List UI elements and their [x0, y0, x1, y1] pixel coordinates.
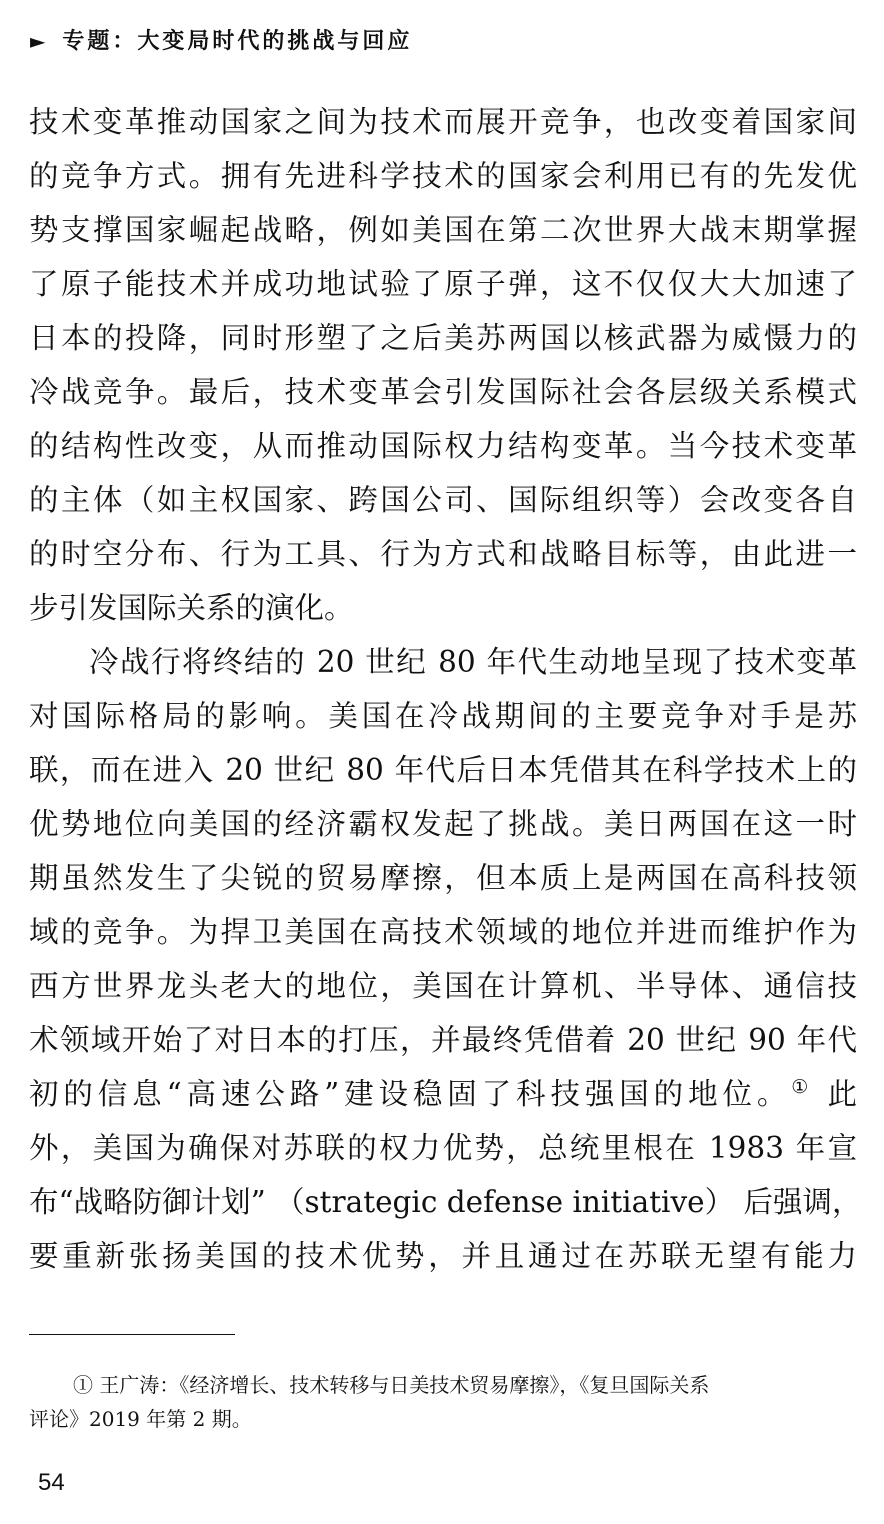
text-line	[29, 1067, 857, 1121]
text-line: 联，而在进入 20 世纪 80 年代后日本凭借其在科学技术上的	[29, 753, 857, 787]
text-line: 冷战竞争。最后，技术变革会引发国际社会各层级关系模式	[29, 375, 857, 409]
text-span: 此	[813, 1077, 857, 1111]
text-line: 期虽然发生了尖锐的贸易摩擦，但本质上是两国在高科技领	[29, 861, 857, 895]
text-line: 的时空分布、行为工具、行为方式和战略目标等，由此进一	[29, 537, 857, 571]
text-line: 布“战略防御计划” （strategic defense initiative） 后强调，	[29, 1185, 862, 1219]
page-number: 54	[38, 1469, 65, 1496]
text-line: 优势地位向美国的经济霸权发起了挑战。美日两国在这一时	[29, 807, 857, 841]
footnote-reference[interactable]: ①	[791, 1076, 814, 1099]
text-line: 步引发国际关系的演化。	[29, 591, 354, 625]
paragraph-1	[29, 95, 857, 635]
text-span: 初的信息“高速公路”建设稳固了科技强国的地位。	[29, 1077, 792, 1111]
text-line: 的主体（如主权国家、跨国公司、国际组织等）会改变各自	[29, 483, 857, 517]
text-line: 术领域开始了对日本的打压，并最终凭借着 20 世纪 90 年代	[29, 1023, 857, 1057]
text-line: 的竞争方式。拥有先进科学技术的国家会利用已有的先发优	[29, 159, 857, 193]
text-line: 的结构性改变，从而推动国际权力结构变革。当今技术变革	[29, 429, 857, 463]
text-line: 日本的投降，同时形塑了之后美苏两国以核武器为威慑力的	[29, 321, 857, 355]
text-line: 技术变革推动国家之间为技术而展开竞争，也改变着国家间	[29, 105, 857, 139]
paragraph-2	[29, 635, 862, 1283]
text-line: 冷战行将终结的 20 世纪 80 年代生动地呈现了技术变革	[89, 645, 857, 679]
triangle-marker-icon: ►	[30, 29, 49, 53]
footnote-line: ① 王广涛：《经济增长、技术转移与日美技术贸易摩擦》，《复旦国际关系	[73, 1373, 710, 1397]
body-text	[29, 95, 862, 1283]
text-line: 对国际格局的影响。美国在冷战期间的主要竞争对手是苏	[29, 699, 857, 733]
text-line: 西方世界龙头老大的地位，美国在计算机、半导体、通信技	[29, 969, 857, 1003]
text-line: 势支撑国家崛起战略，例如美国在第二次世界大战末期掌握	[29, 213, 857, 247]
text-line: 要重新张扬美国的技术优势，并且通过在苏联无望有能力	[29, 1239, 857, 1273]
footnote-line: 评论》2019 年第 2 期。	[29, 1407, 252, 1431]
section-title: 专题：大变局时代的挑战与回应	[62, 29, 413, 54]
footnote	[29, 1368, 857, 1436]
footnote-divider	[29, 1334, 235, 1335]
text-line: 域的竞争。为捍卫美国在高技术领域的地位并进而维护作为	[29, 915, 857, 949]
running-header	[30, 26, 412, 57]
text-line: 外，美国为确保对苏联的权力优势，总统里根在 1983 年宣	[29, 1131, 857, 1165]
text-line: 了原子能技术并成功地试验了原子弹，这不仅仅大大加速了	[29, 267, 857, 301]
